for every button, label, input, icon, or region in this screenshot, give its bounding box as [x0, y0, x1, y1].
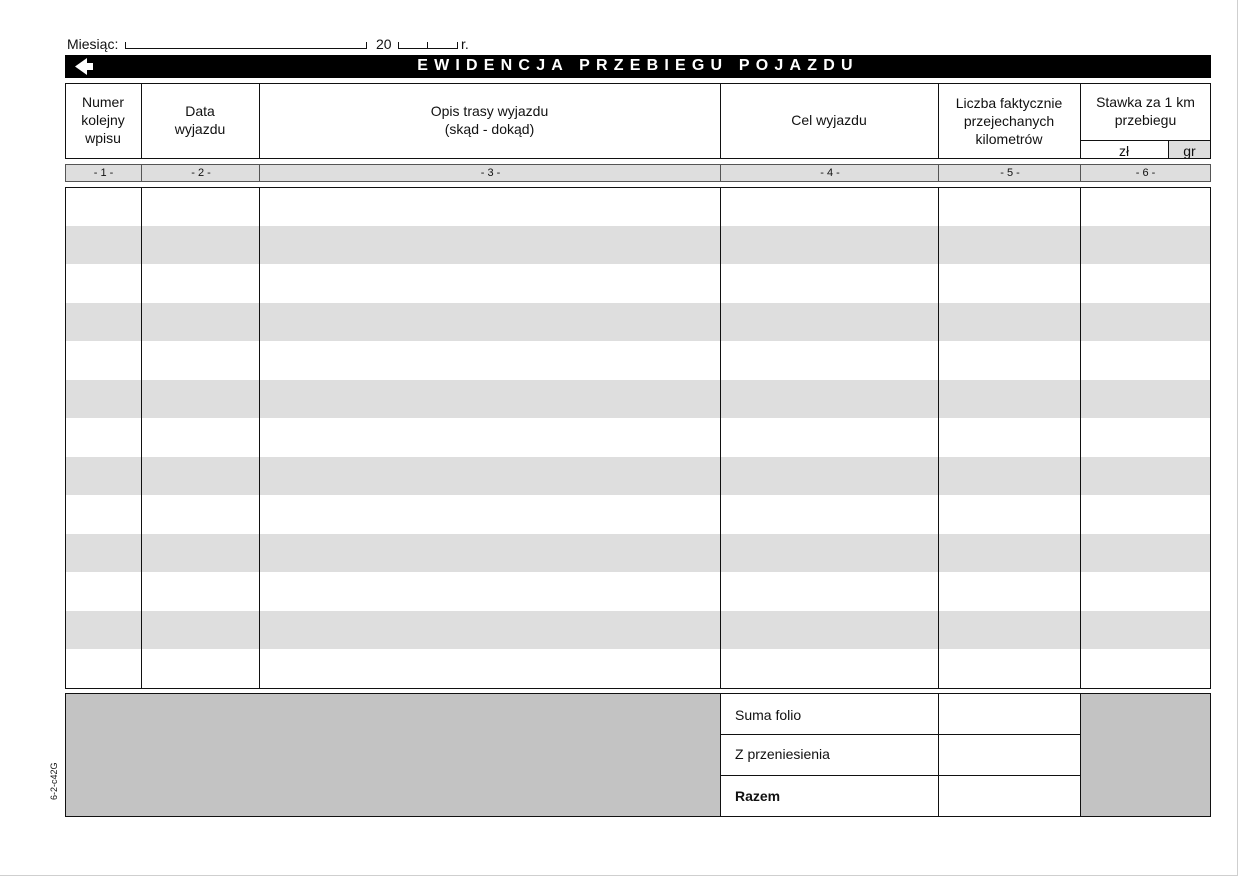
- year-field[interactable]: [398, 42, 458, 49]
- col5-header: Liczba faktycznie przejechanych kilometrów: [955, 95, 1063, 147]
- col2-header: Data wyjazdu: [174, 103, 226, 137]
- total-label: Razem: [735, 788, 781, 804]
- col1-header: Numer kolejny wpisu: [81, 94, 125, 146]
- year-prefix: 20: [376, 36, 392, 52]
- col6-number: - 6 -: [1135, 167, 1156, 179]
- year-field-tick: [427, 42, 428, 48]
- form-code: 6-2-c42G: [49, 762, 59, 800]
- col6-header: Stawka za 1 km przebiegu: [1096, 94, 1195, 128]
- year-suffix: r.: [461, 36, 469, 52]
- col6-sub-gr: gr: [1183, 143, 1196, 159]
- col1-number: - 1 -: [93, 167, 114, 179]
- summary-left-fill: [66, 694, 720, 816]
- month-field[interactable]: [125, 42, 367, 49]
- table-row-band: [66, 611, 1210, 649]
- col4-header: Cel wyjazdu: [791, 112, 867, 128]
- col3-number: - 3 -: [480, 167, 501, 179]
- form-title: EWIDENCJA PRZEBIEGU POJAZDU: [417, 57, 859, 74]
- col4-number: - 4 -: [820, 167, 840, 179]
- table-row-band: [66, 457, 1210, 495]
- title-bar: [65, 55, 1211, 78]
- table-row-band: [66, 226, 1210, 264]
- col5-number: - 5 -: [1000, 167, 1020, 179]
- col3-header: Opis trasy wyjazdu (skąd - dokąd): [430, 103, 549, 137]
- table-row-band: [66, 534, 1210, 572]
- month-label: Miesiąc:: [67, 36, 119, 52]
- col6-sub-zl: zł: [1118, 143, 1130, 159]
- sum-folio-label: Suma folio: [735, 707, 802, 723]
- entry-table: [65, 187, 1211, 689]
- summary-right-fill: [1081, 694, 1210, 816]
- summary-block: [65, 693, 1211, 817]
- table-row-band: [66, 303, 1210, 341]
- carry-over-label: Z przeniesienia: [735, 746, 830, 762]
- table-row-band: [66, 380, 1210, 418]
- col2-number: - 2 -: [191, 167, 211, 179]
